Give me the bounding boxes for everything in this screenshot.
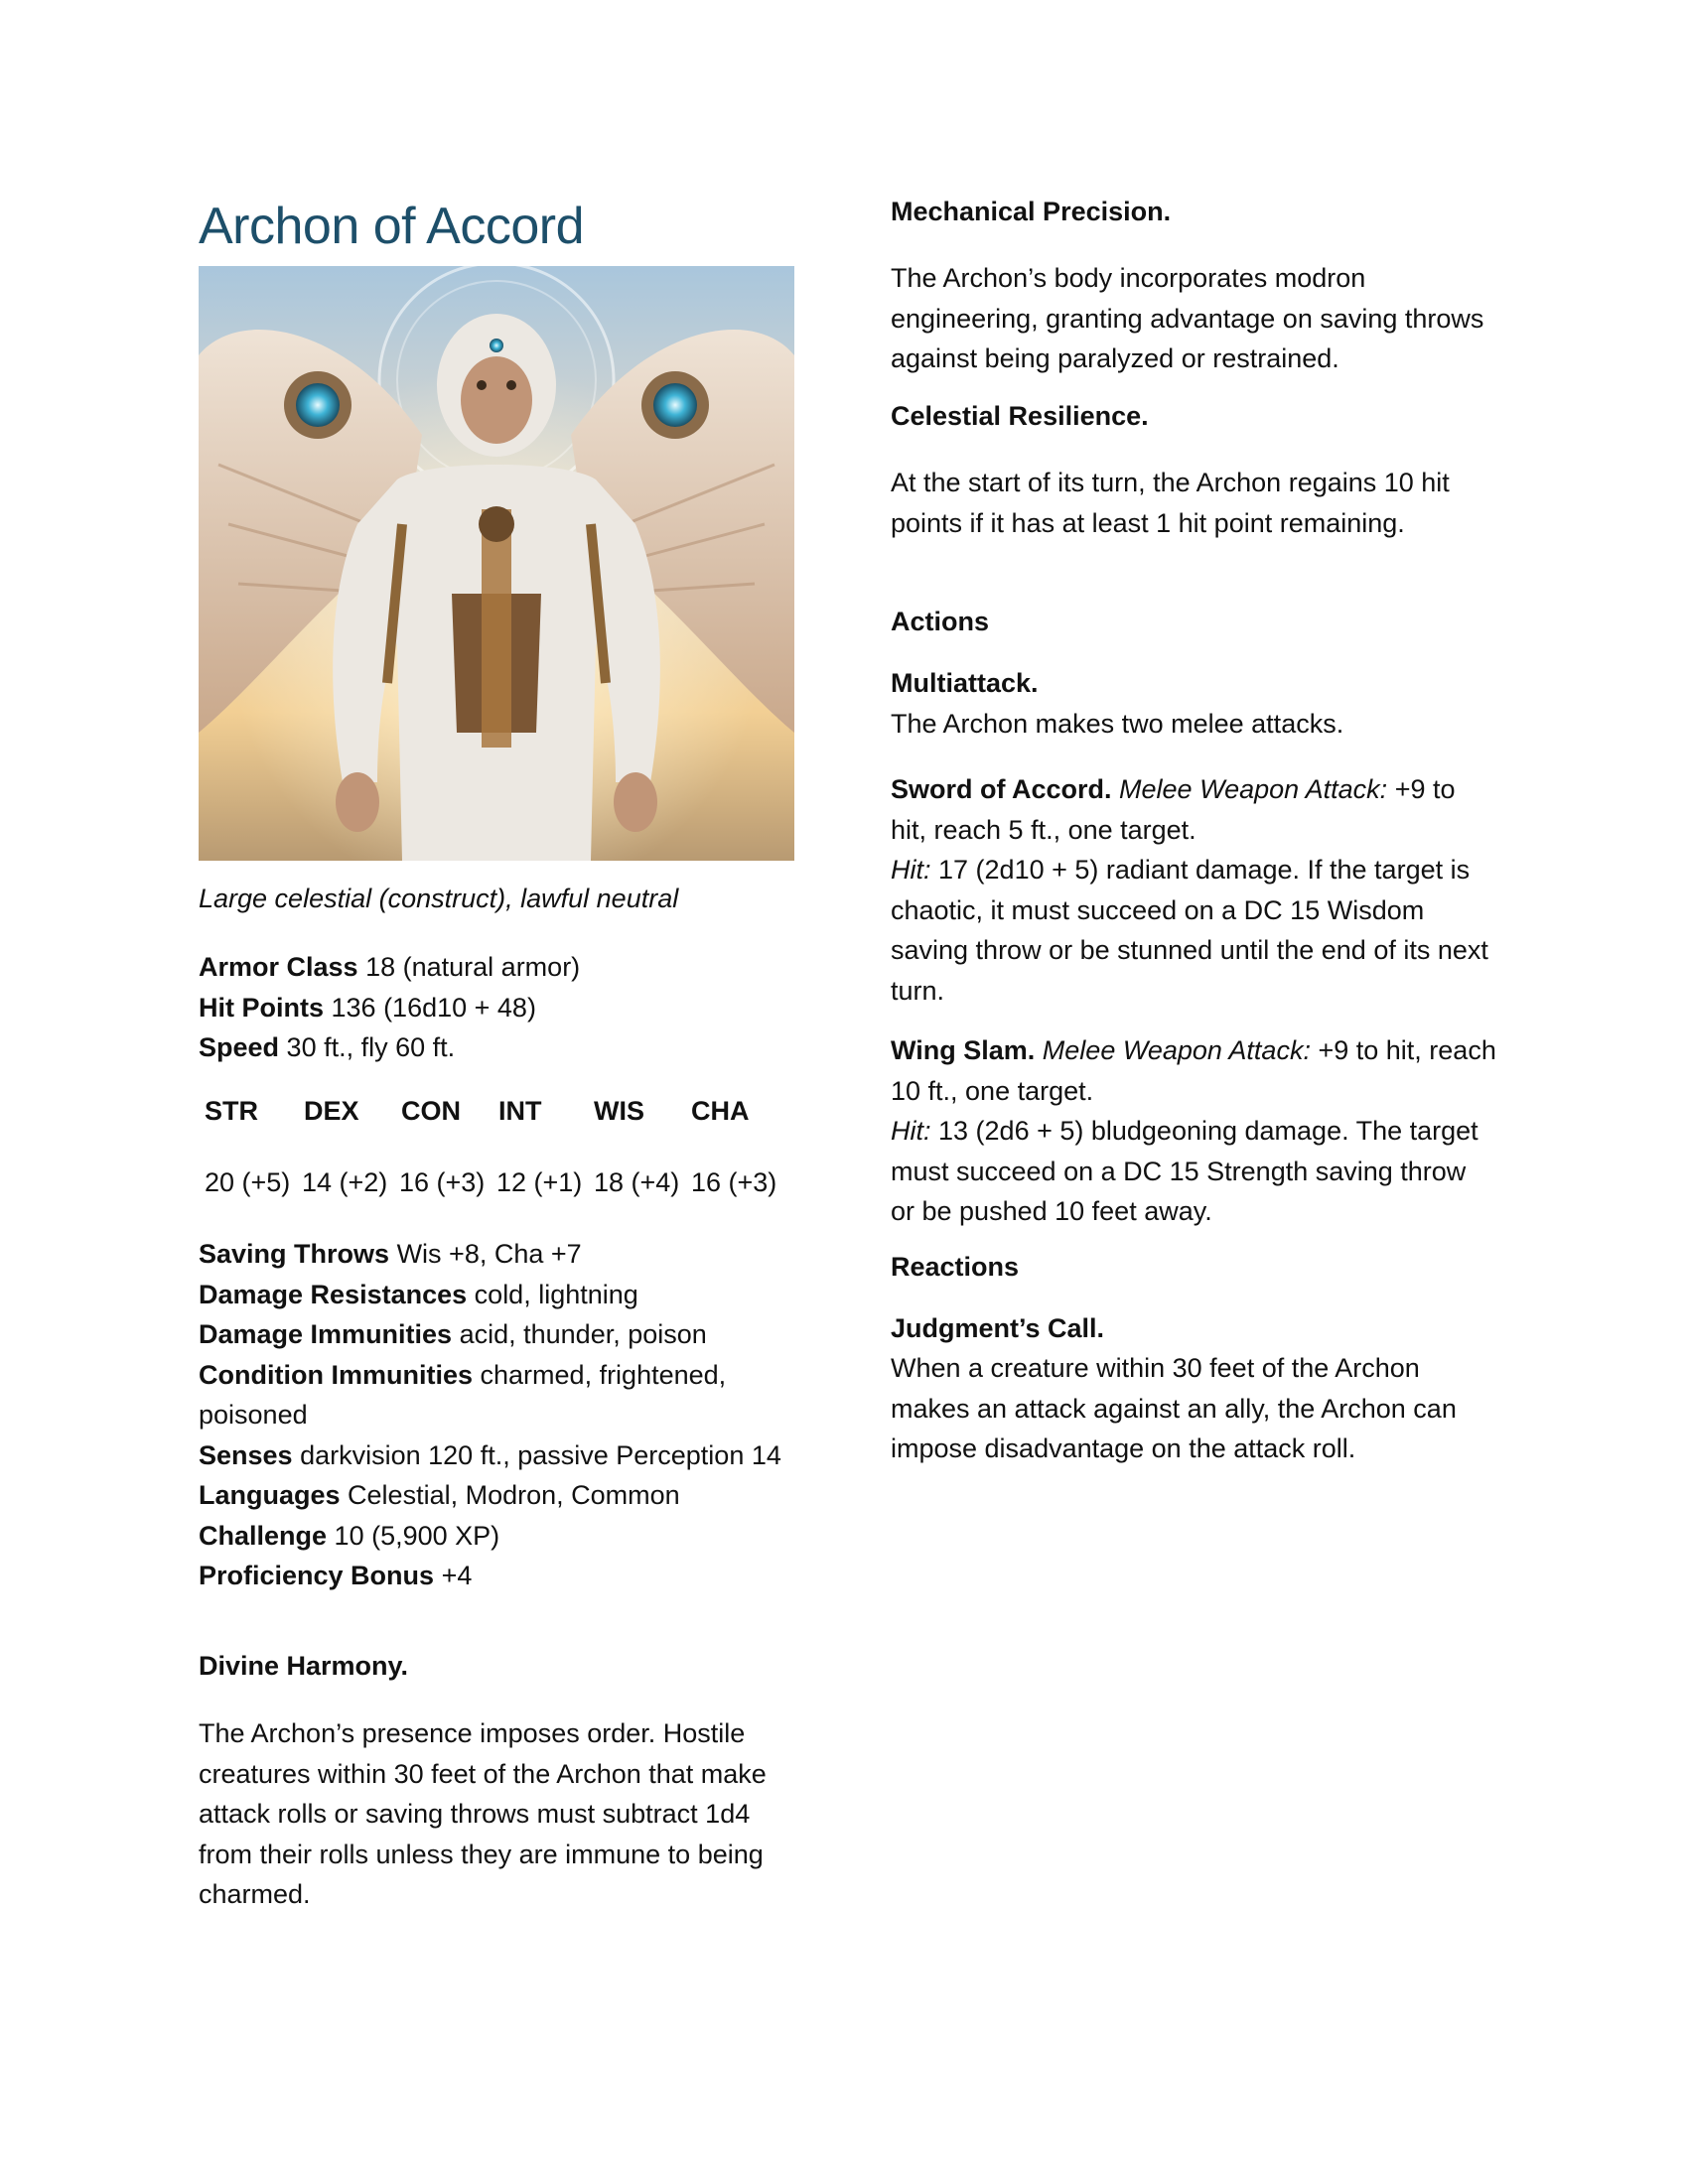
prop-value: Wis +8, Cha +7: [396, 1239, 582, 1269]
proficiency-bonus: [199, 1556, 794, 1596]
action-name: Sword of Accord.: [891, 774, 1112, 804]
wing-attack-line: [891, 1030, 1496, 1111]
ability-header: STR: [205, 1096, 258, 1126]
prop-value: Celestial, Modron, Common: [348, 1480, 680, 1510]
properties: [199, 1234, 794, 1596]
action-title-multiattack: Multiattack.: [891, 668, 1039, 698]
hit-label: Hit:: [891, 1116, 931, 1146]
prop-value: cold, lightning: [474, 1279, 638, 1309]
reaction-text-judgments-call: When a creature within 30 feet of the Archon makes an attack against an ally, the Archon can impose disadvantage on the attack roll.: [891, 1353, 1457, 1463]
stat-label: Armor Class: [199, 952, 358, 982]
monster-type-line: Large celestial (construct), lawful neutral: [199, 884, 679, 913]
prop-label: Senses: [199, 1439, 293, 1470]
ability-header: CHA: [691, 1096, 750, 1126]
senses: [199, 1435, 794, 1476]
stat-value: 18 (natural armor): [365, 952, 581, 982]
ability-value: 14 (+2): [302, 1167, 388, 1197]
prop-value: charmed, frightened, poisoned: [199, 1359, 727, 1430]
prop-value: darkvision 120 ft., passive Perception 14: [300, 1439, 781, 1470]
stat-value: 136 (16d10 + 48): [331, 992, 536, 1023]
prop-label: Condition Immunities: [199, 1359, 473, 1390]
prop-label: Languages: [199, 1480, 341, 1510]
prop-label: Saving Throws: [199, 1239, 390, 1269]
prop-label: Damage Immunities: [199, 1319, 453, 1349]
attack-type: Melee Weapon Attack:: [1119, 774, 1388, 804]
damage-resistances: [199, 1275, 794, 1315]
core-stats: [199, 947, 794, 1068]
action-sword-of-accord: [891, 769, 1496, 1011]
prop-value: +4: [441, 1561, 473, 1590]
trait-title-divine-harmony: Divine Harmony.: [199, 1651, 409, 1681]
damage-immunities: [199, 1314, 794, 1355]
ability-value: 16 (+3): [691, 1167, 777, 1197]
trait-title-celestial-resilience: Celestial Resilience.: [891, 401, 1149, 431]
monster-name: Archon of Accord: [199, 198, 584, 255]
hit-points: [199, 988, 794, 1028]
trait-text-mechanical-precision: The Archon’s body incorporates modron engineering, granting advantage on saving throws against being paralyzed or restrained.: [891, 263, 1484, 373]
hit-label: Hit:: [891, 855, 931, 885]
trait-text-celestial-resilience: At the start of its turn, the Archon regains 10 hit points if it has at least 1 hit point remaining.: [891, 468, 1450, 538]
saving-throws: [199, 1234, 794, 1275]
ability-value: 20 (+5): [205, 1167, 291, 1197]
ability-value: 18 (+4): [594, 1167, 680, 1197]
action-name: Wing Slam.: [891, 1035, 1036, 1065]
condition-immunities: [199, 1355, 794, 1435]
ability-value: 16 (+3): [399, 1167, 486, 1197]
monster-portrait: [199, 266, 794, 861]
actions-heading: Actions: [891, 607, 990, 636]
reaction-title-judgments-call: Judgment’s Call.: [891, 1313, 1105, 1343]
prop-label: Challenge: [199, 1520, 328, 1551]
ability-header: DEX: [304, 1096, 359, 1126]
wing-hit-line: [891, 1111, 1496, 1232]
hit-text: 17 (2d10 + 5) radiant damage. If the target is chaotic, it must succeed on a DC 15 Wisdom saving throw or be stunned until the end of its next turn.: [891, 855, 1488, 1006]
ability-header: WIS: [594, 1096, 644, 1126]
sword-attack-line: [891, 769, 1496, 850]
reactions-heading: Reactions: [891, 1252, 1020, 1282]
ability-header: INT: [498, 1096, 542, 1126]
stat-value: 30 ft., fly 60 ft.: [286, 1032, 456, 1062]
action-wing-slam: [891, 1030, 1496, 1232]
attack-text: +9 to hit, reach 5 ft., one target.: [891, 774, 1456, 845]
prop-label: Damage Resistances: [199, 1279, 468, 1309]
trait-title-mechanical-precision: Mechanical Precision.: [891, 197, 1172, 226]
challenge: [199, 1516, 794, 1557]
trait-text-divine-harmony: The Archon’s presence imposes order. Hostile creatures within 30 feet of the Archon that make attack rolls or saving throws must subtract 1d4 from their rolls unless they are immune to being charmed.: [199, 1718, 767, 1909]
stat-label: Hit Points: [199, 992, 324, 1023]
prop-value: acid, thunder, poison: [459, 1319, 707, 1349]
speed: [199, 1027, 794, 1068]
stat-label: Speed: [199, 1032, 280, 1062]
attack-type: Melee Weapon Attack:: [1042, 1035, 1311, 1065]
hit-text: 13 (2d6 + 5) bludgeoning damage. The target must succeed on a DC 15 Strength saving throw or be pushed 10 feet away.: [891, 1116, 1478, 1226]
prop-label: Proficiency Bonus: [199, 1561, 435, 1590]
armor-class: [199, 947, 794, 988]
attack-text: +9 to hit, reach 10 ft., one target.: [891, 1035, 1496, 1106]
prop-value: 10 (5,900 XP): [334, 1520, 500, 1551]
action-text-multiattack: The Archon makes two melee attacks.: [891, 709, 1344, 739]
languages: [199, 1475, 794, 1516]
ability-header: CON: [401, 1096, 461, 1126]
sword-hit-line: [891, 850, 1496, 1011]
ability-value: 12 (+1): [496, 1167, 583, 1197]
